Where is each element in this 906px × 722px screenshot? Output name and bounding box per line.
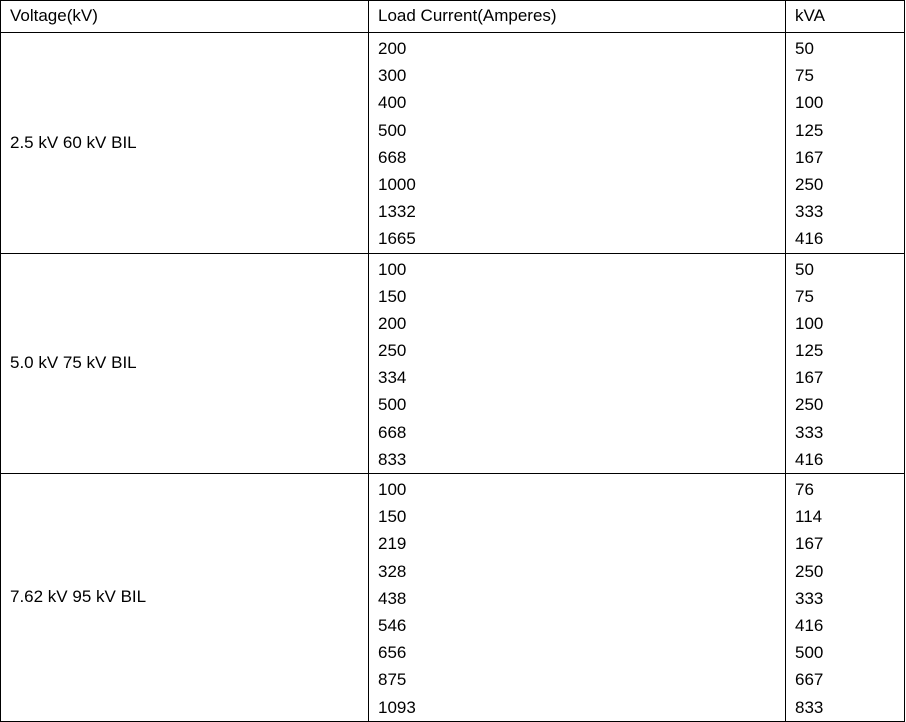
- load-current-value: 219: [378, 534, 407, 554]
- load-current-value: 875: [378, 670, 407, 690]
- kva-value: 333: [795, 422, 824, 442]
- kva-value: 100: [795, 313, 824, 333]
- load-current-value: 438: [378, 588, 407, 608]
- header-row: [1, 1, 905, 33]
- kva-cell: [786, 253, 905, 474]
- load-current-value: 656: [378, 643, 407, 663]
- kva-value: 333: [795, 588, 824, 608]
- load-current-value: 668: [378, 147, 407, 167]
- load-current-value: 400: [378, 93, 407, 113]
- kva-value: 125: [795, 341, 824, 361]
- load-current-value: 1093: [378, 697, 416, 717]
- load-current-value: 150: [378, 286, 407, 306]
- load-current-cell: [369, 33, 786, 254]
- header-voltage: Voltage(kV): [1, 1, 369, 33]
- table-row: [1, 253, 905, 474]
- kva-value: 125: [795, 120, 824, 140]
- voltage-cell: 2.5 kV 60 kV BIL: [1, 33, 369, 254]
- table-body: [1, 33, 905, 722]
- load-current-value: 200: [378, 39, 407, 58]
- load-current-value: 150: [378, 507, 407, 527]
- kva-value: 50: [795, 259, 814, 279]
- load-current-value: 833: [378, 449, 407, 469]
- load-current-value: 200: [378, 313, 407, 333]
- load-current-cell: [369, 253, 786, 474]
- load-current-value: 1665: [378, 229, 416, 249]
- load-current-value: 500: [378, 120, 407, 140]
- load-current-value: 500: [378, 395, 407, 415]
- kva-value: 167: [795, 368, 824, 388]
- load-current-value: 300: [378, 66, 407, 86]
- kva-value: 76: [795, 480, 814, 499]
- header-kva: kVA: [786, 1, 905, 33]
- load-current-cell: [369, 474, 786, 722]
- load-current-value: 546: [378, 615, 407, 635]
- kva-value: 250: [795, 395, 824, 415]
- kva-value: 75: [795, 66, 814, 86]
- kva-value: 416: [795, 449, 824, 469]
- kva-cell: [786, 474, 905, 722]
- kva-value: 416: [795, 615, 824, 635]
- kva-cell: [786, 33, 905, 254]
- kva-value: 250: [795, 174, 824, 194]
- load-current-value: 100: [378, 259, 407, 279]
- load-current-value: 668: [378, 422, 407, 442]
- kva-value: 50: [795, 39, 814, 58]
- voltage-cell: 5.0 kV 75 kV BIL: [1, 253, 369, 474]
- load-current-value: 100: [378, 480, 407, 499]
- load-current-value: 334: [378, 368, 407, 388]
- kva-value: 833: [795, 697, 824, 717]
- kva-value: 500: [795, 643, 824, 663]
- load-current-value: 328: [378, 561, 407, 581]
- kva-value: 333: [795, 202, 824, 222]
- table-row: [1, 474, 905, 722]
- voltage-cell: 7.62 kV 95 kV BIL: [1, 474, 369, 722]
- load-current-value: 1000: [378, 174, 416, 194]
- header-load-current: Load Current(Amperes): [369, 1, 786, 33]
- kva-value: 100: [795, 93, 824, 113]
- kva-value: 667: [795, 670, 824, 690]
- kva-value: 114: [795, 507, 823, 527]
- kva-value: 250: [795, 561, 824, 581]
- kva-value: 167: [795, 534, 824, 554]
- load-current-value: 250: [378, 341, 407, 361]
- kva-value: 416: [795, 229, 824, 249]
- table-row: [1, 33, 905, 254]
- kva-value: 75: [795, 286, 814, 306]
- kva-value: 167: [795, 147, 824, 167]
- load-current-value: 1332: [378, 202, 416, 222]
